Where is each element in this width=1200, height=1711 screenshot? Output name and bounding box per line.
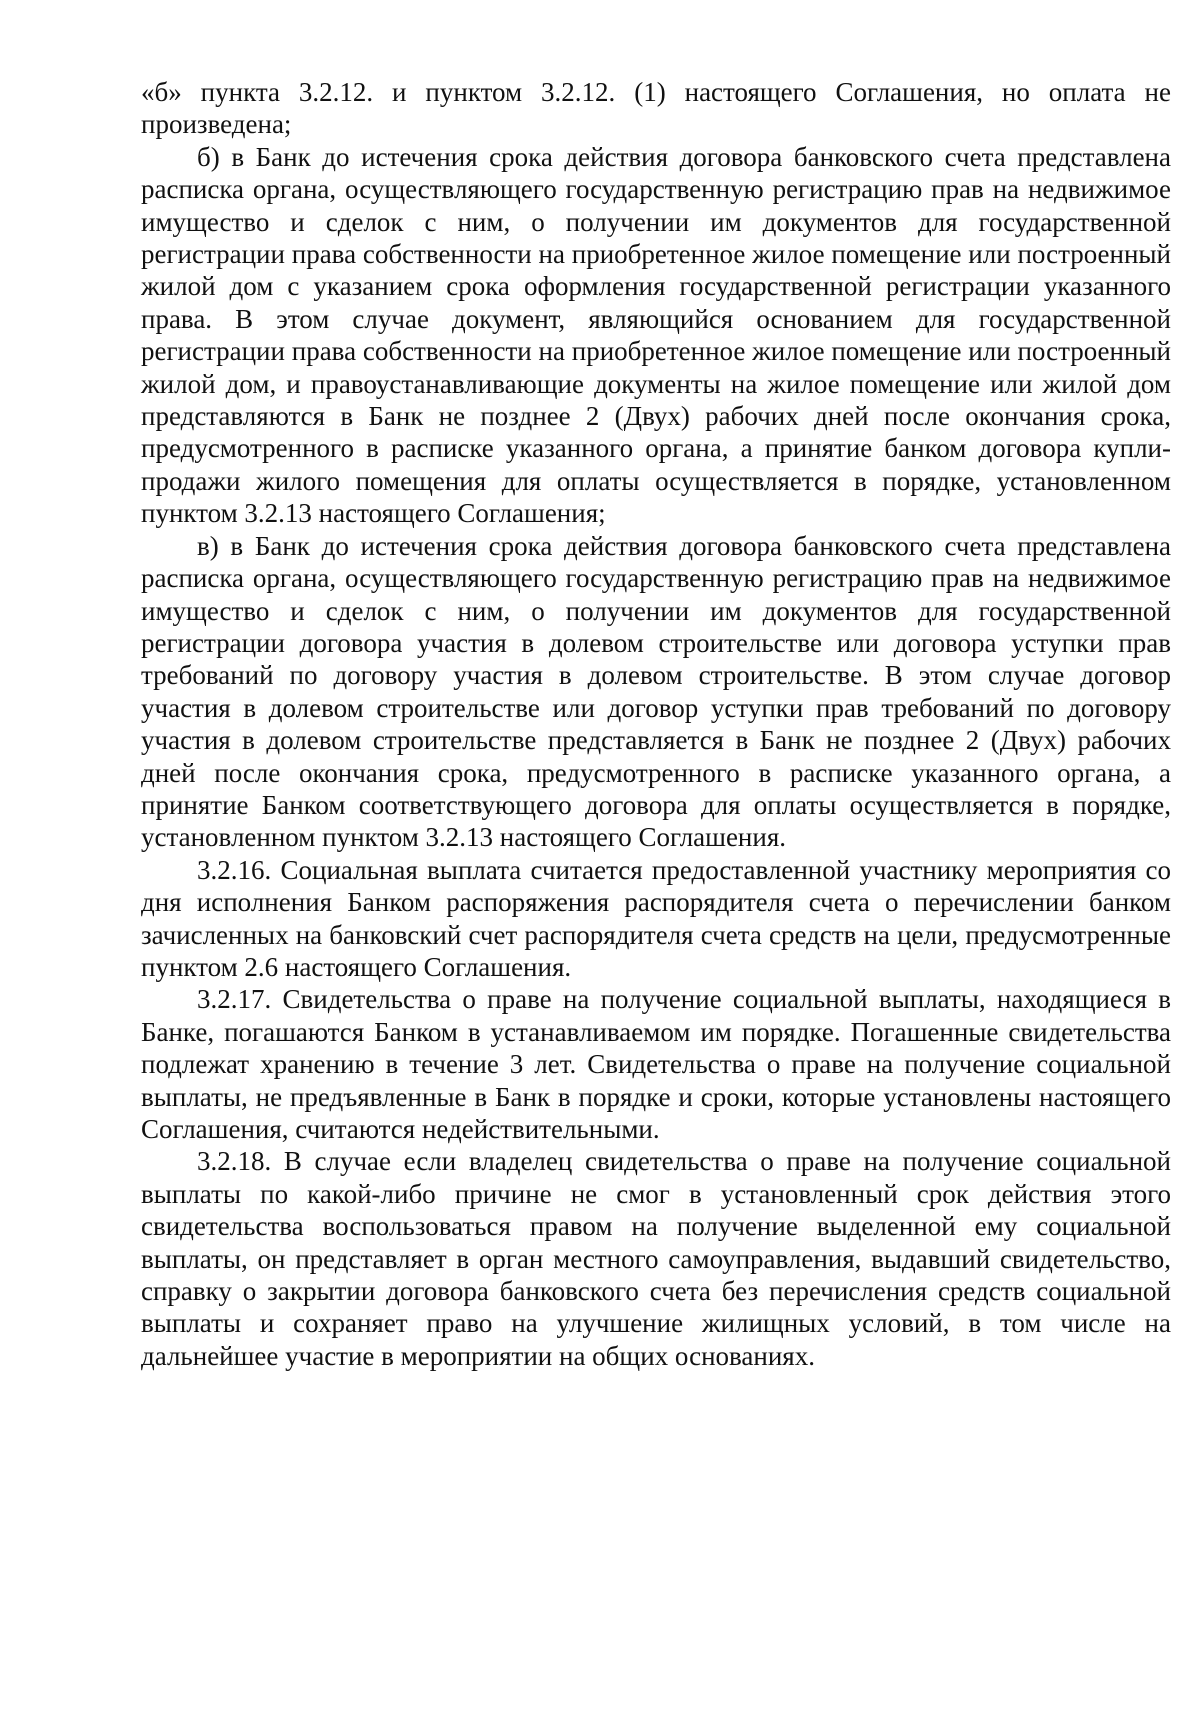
paragraph-continuation: «б» пункта 3.2.12. и пунктом 3.2.12. (1) настоящего Соглашения, но оплата не произведена; (141, 77, 1171, 140)
document-body (141, 76, 1171, 1372)
paragraph-3-2-16: 3.2.16. Социальная выплата считается предоставленной участнику мероприятия со дня исполнения Банком распоряжения распорядителя счета о перечислении банком зачисленных на банковский счет распорядителя счета средств на цели, предусмотренные пунктом 2.6 настоящего Соглашения. (141, 854, 1171, 982)
paragraph-v: в) в Банк до истечения срока действия договора банковского счета представлена расписка органа, осуществляющего государственную регистрацию прав на недвижимое имущество и сделок с ним, о получении им документов для государственной регистрации договора участия в долевом строительстве или договора уступки прав требований по договору участия в долевом строительстве. В этом случае договор участия в долевом строительстве или договор уступки прав требований по договору участия в долевом строительстве представляется в Банк не позднее 2 (Двух) рабочих дней после окончания срока, предусмотренного в расписке указанного органа, а принятие Банком соответствующего договора для оплаты осуществляется в порядке, установленном пунктом 3.2.13 настоящего Соглашения. (141, 530, 1171, 853)
paragraph-3-2-17: 3.2.17. Свидетельства о праве на получение социальной выплаты, находящиеся в Банке, погашаются Банком в устанавливаемом им порядке. Погашенные свидетельства подлежат хранению в течение 3 лет. Свидетельства о праве на получение социальной выплаты, не предъявленные в Банк в порядке и сроки, которые установлены настоящего Соглашения, считаются недействительными. (141, 984, 1171, 1144)
paragraph-3-2-18: 3.2.18. В случае если владелец свидетельства о праве на получение социальной выплаты по какой-либо причине не смог в установленный срок действия этого свидетельства воспользоваться правом на получение выделенной ему социальной выплаты, он представляет в орган местного самоуправления, выдавший свидетельство, справку о закрытии договора банковского счета без перечисления средств социальной выплаты и сохраняет право на улучшение жилищных условий, в том числе на дальнейшее участие в мероприятии на общих основаниях. (141, 1146, 1171, 1371)
paragraph-b: б) в Банк до истечения срока действия договора банковского счета представлена расписка органа, осуществляющего государственную регистрацию прав на недвижимое имущество и сделок с ним, о получении им документов для государственной регистрации права собственности на приобретенное жилое помещение или построенный жилой дом с указанием срока оформления государственной регистрации указанного права. В этом случае документ, являющийся основанием для государственной регистрации права собственности на приобретенное жилое помещение или построенный жилой дом, и правоустанавливающие документы на жилое помещение или жилой дом представляются в Банк не позднее 2 (Двух) рабочих дней после окончания срока, предусмотренного в расписке указанного органа, а принятие банком договора купли-продажи жилого помещения для оплаты осуществляется в порядке, установленном пунктом 3.2.13 настоящего Соглашения; (141, 141, 1171, 529)
